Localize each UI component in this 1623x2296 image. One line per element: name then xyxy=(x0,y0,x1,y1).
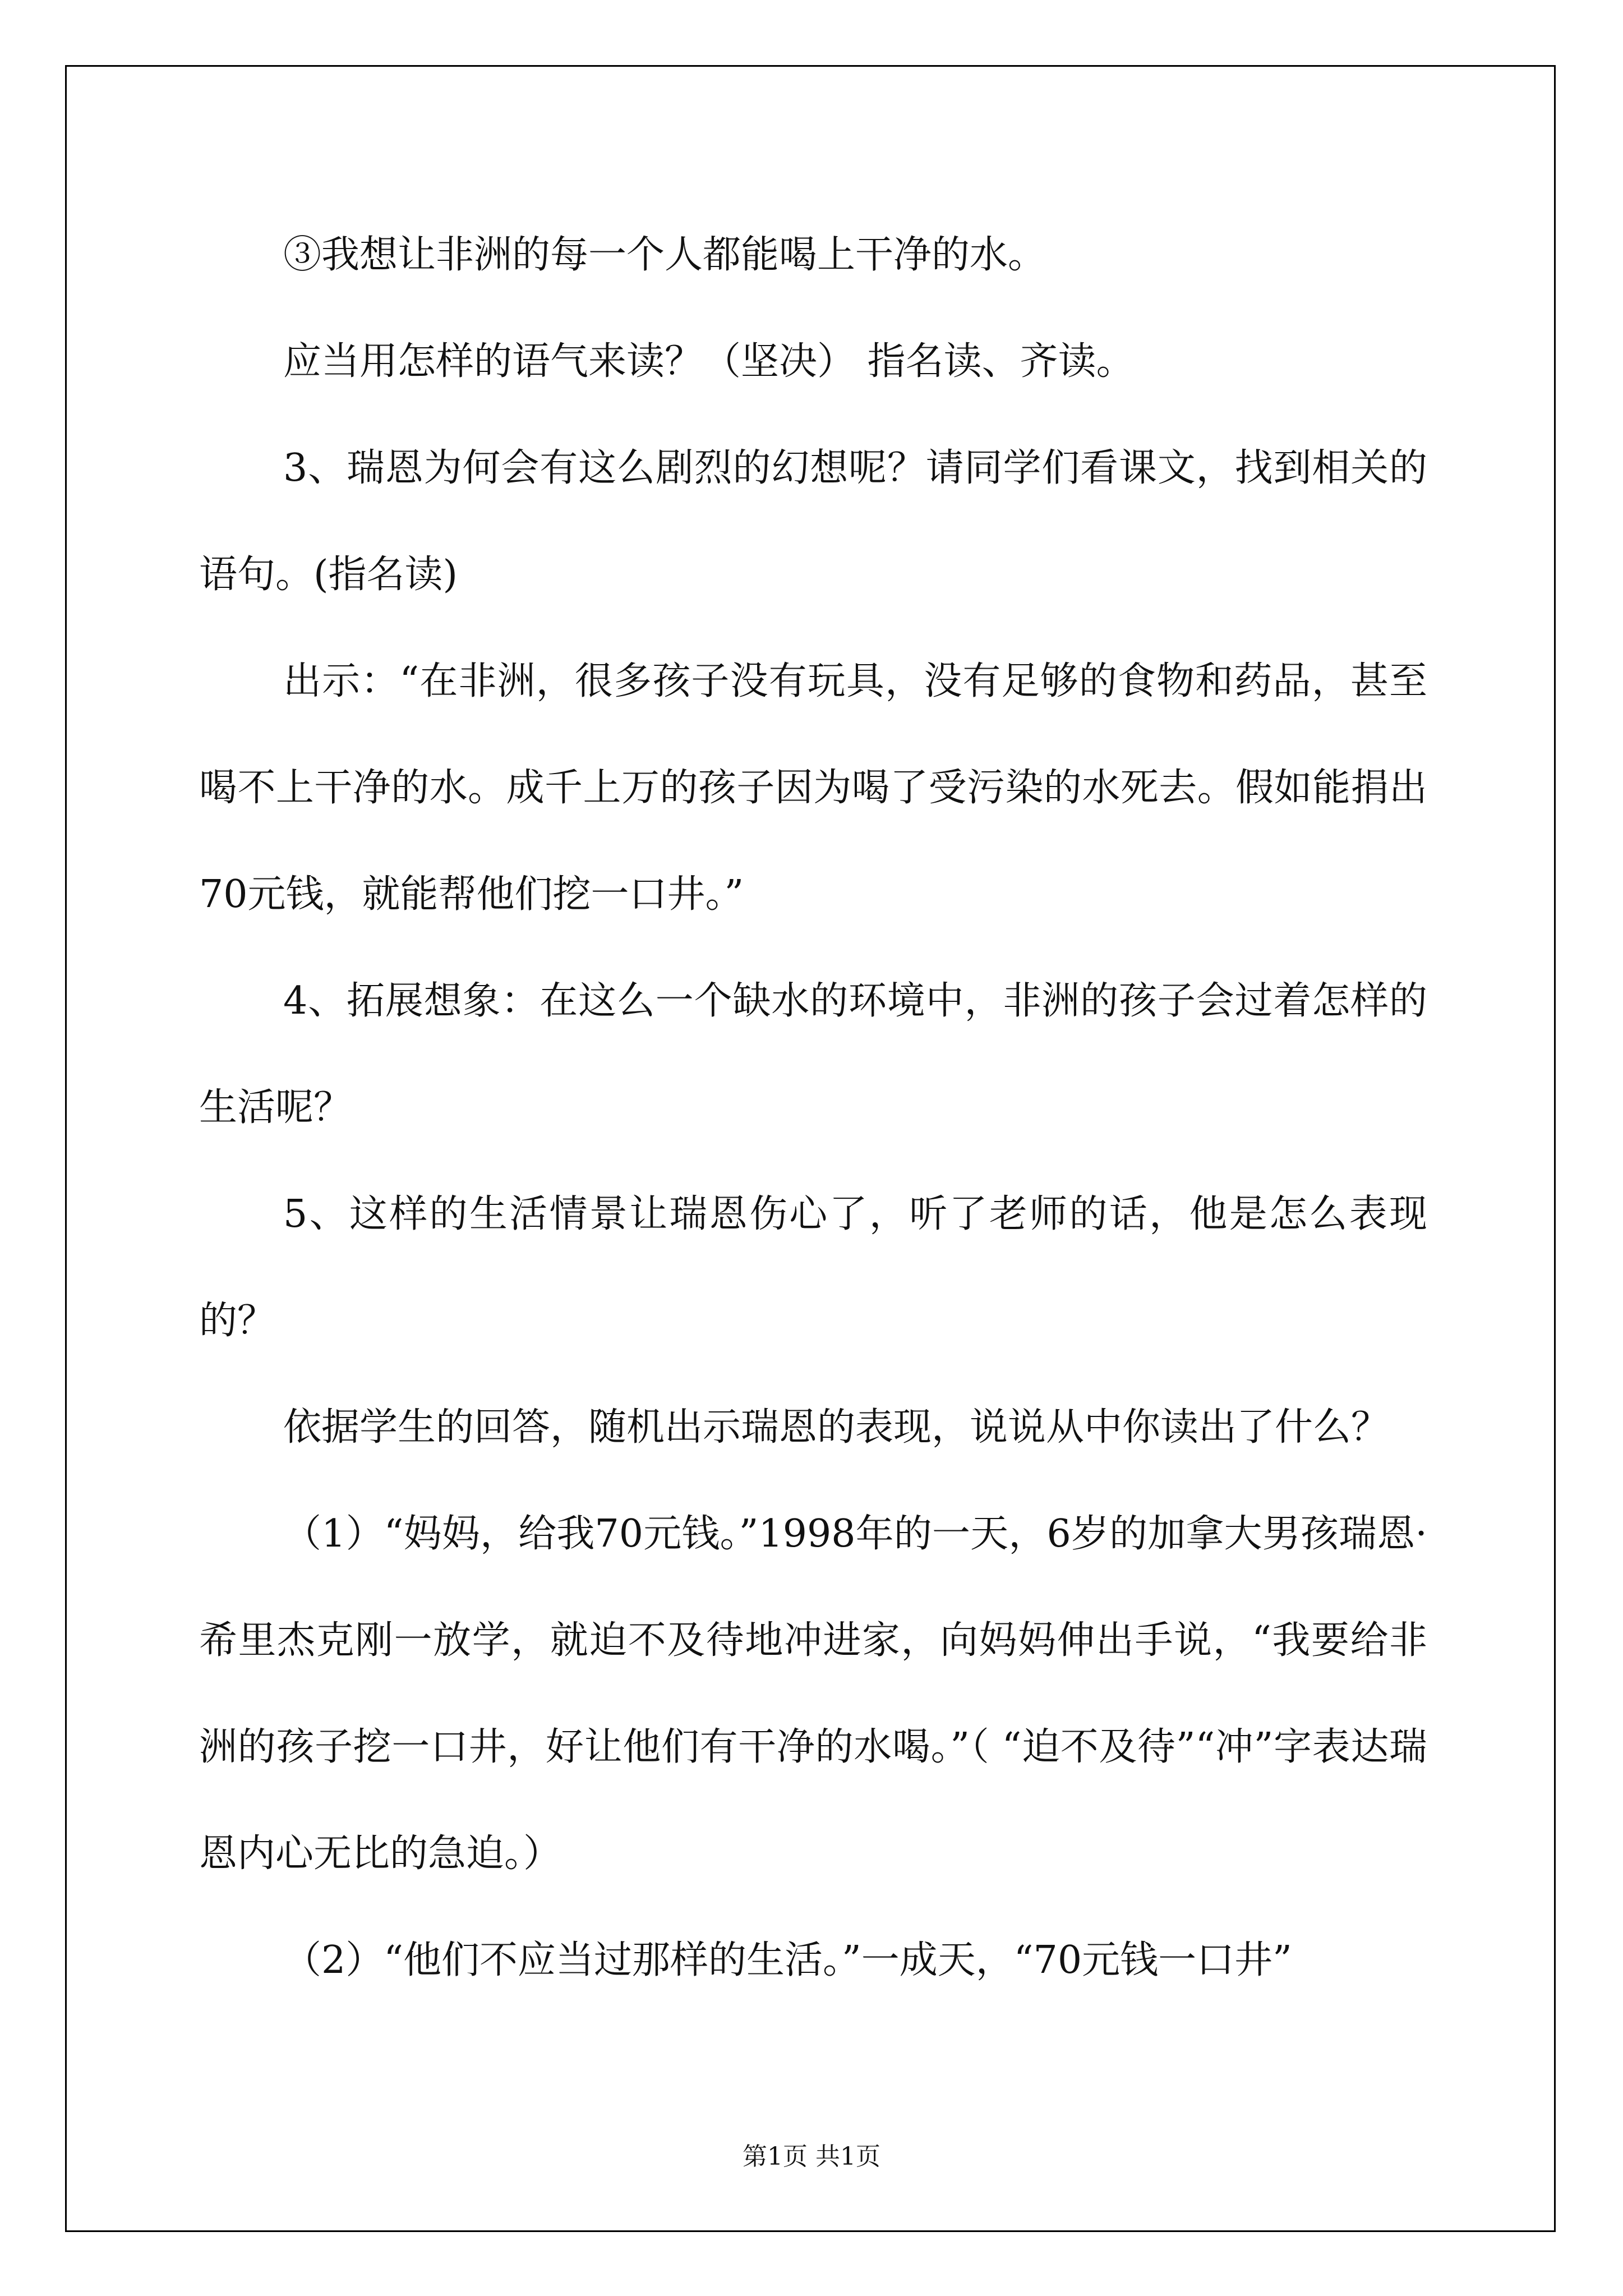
paragraph-3: 3、瑞恩为何会有这么剧烈的幻想呢？请同学们看课文，找到相关的语句。(指名读) xyxy=(199,446,1427,597)
paragraph-4: 出示：“在非洲，很多孩子没有玩具，没有足够的食物和药品，甚至喝不上干净的水。成千上万的孩子因为喝了受污染的水死去。假如能捐出70元钱，就能帮他们挖一口井。” xyxy=(199,659,1427,917)
paragraph-2: 应当用怎样的语气来读？（坚决） 指名读、齐读。 xyxy=(283,339,1135,384)
paragraph-1: ③我想让非洲的每一个人都能喝上干净的水。 xyxy=(283,233,1046,277)
document-body xyxy=(199,202,1427,2014)
paragraph-7: 依据学生的回答，随机出示瑞恩的表现，说说从中你读出了什么？ xyxy=(283,1405,1390,1450)
paragraph-9: （2）“他们不应当过那样的生活。”一成天，“70元钱一口井” xyxy=(283,1938,1292,1982)
paragraph-6: 5、这样的生活情景让瑞恩伤心了，听了老师的话，他是怎么表现的？ xyxy=(199,1192,1427,1343)
page-number-footer: 第1页 共1页 xyxy=(743,2142,880,2171)
paragraph-8: （1）“妈妈，给我70元钱。”1998年的一天，6岁的加拿大男孩瑞恩·希里杰克刚一放学，就迫不及待地冲进家，向妈妈伸出手说，“我要给非洲的孩子挖一口井，好让他们有干净的水喝。”（ “迫不及待”“冲”字表达瑞恩内心无比的急迫。） xyxy=(199,1512,1427,1876)
paragraph-5: 4、拓展想象：在这么一个缺水的环境中，非洲的孩子会过着怎样的生活呢？ xyxy=(199,979,1427,1130)
